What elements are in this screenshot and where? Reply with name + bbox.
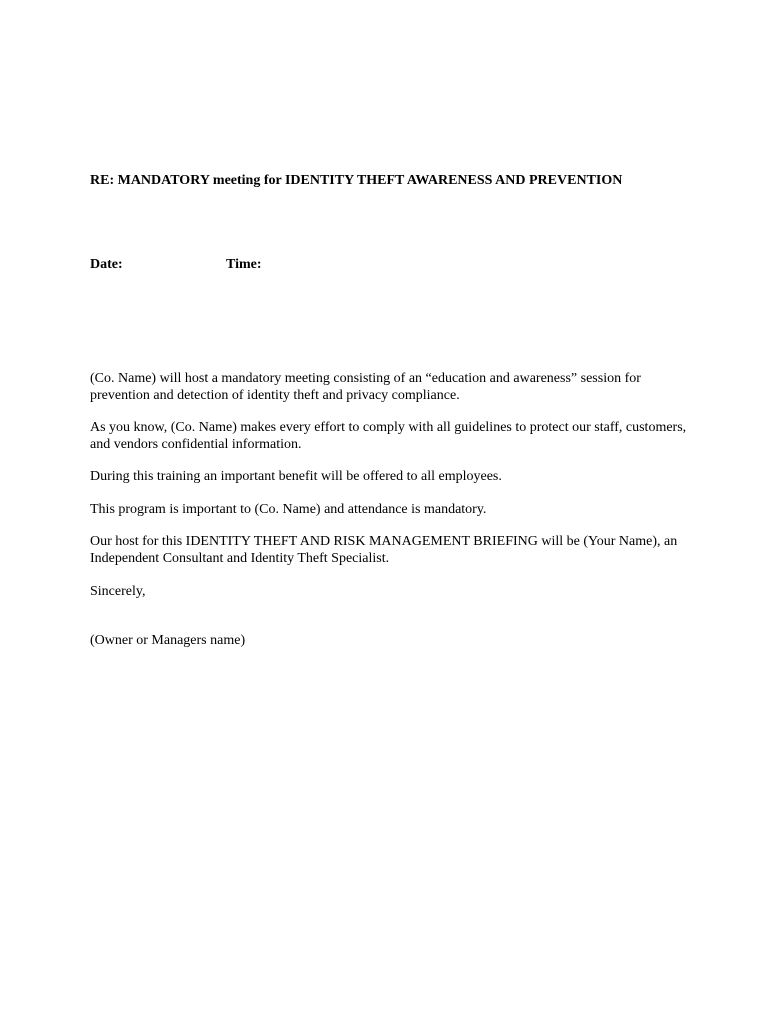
paragraph-host: Our host for this IDENTITY THEFT AND RISK MANAGEMENT BRIEFING will be (Your Name), an Independent Consultant and Identity Theft Specialist. (90, 534, 678, 566)
signature-line: (Owner or Managers name) (90, 633, 246, 648)
paragraph-compliance: As you know, (Co. Name) makes every effort to comply with all guidelines to protect our staff, customers, and vendors confidential information. (90, 420, 687, 452)
closing: Sincerely, (90, 584, 146, 599)
date-label: Date: (90, 257, 123, 272)
paragraph-intro: (Co. Name) will host a mandatory meeting consisting of an “education and awareness” session for prevention and detection of identity theft and privacy compliance. (90, 371, 641, 403)
subject-line: RE: MANDATORY meeting for IDENTITY THEFT AWARENESS AND PREVENTION (90, 173, 623, 188)
paragraph-mandatory: This program is important to (Co. Name) and attendance is mandatory. (90, 502, 487, 517)
paragraph-benefit: During this training an important benefit will be offered to all employees. (90, 469, 502, 484)
time-label: Time: (226, 257, 262, 272)
